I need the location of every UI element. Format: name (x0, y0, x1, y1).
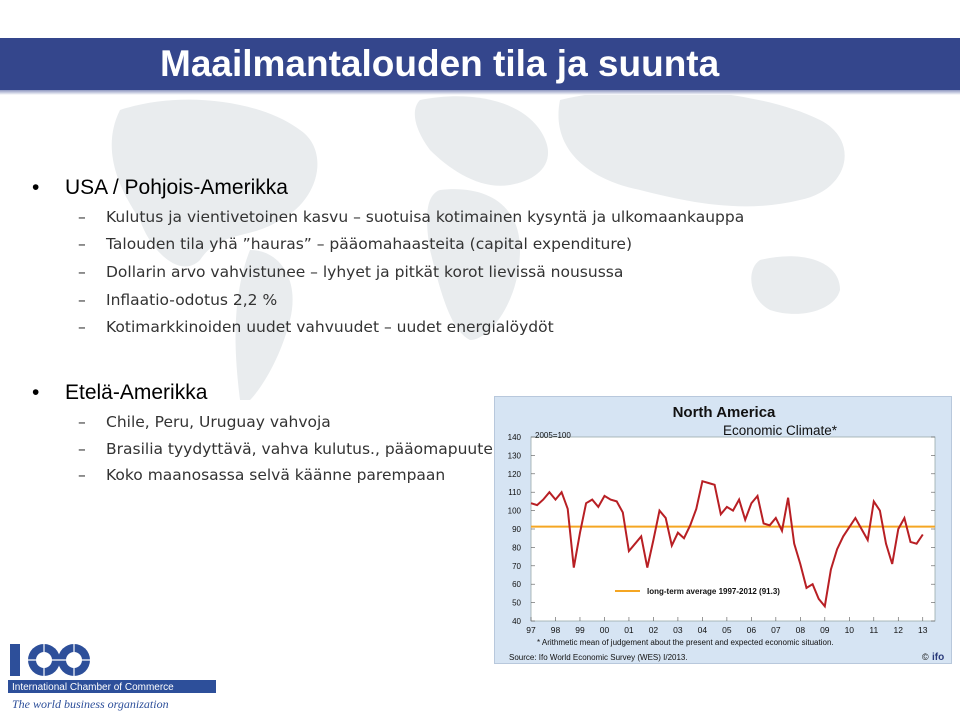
x-tick-label: 06 (746, 625, 757, 635)
chart-subtitle: Economic Climate* (722, 423, 838, 438)
x-tick-label: 98 (550, 625, 561, 635)
chart-title: North America (672, 404, 776, 421)
y-tick-label: 70 (512, 561, 521, 571)
x-tick-label: 02 (648, 625, 659, 635)
list-item-text: Dollarin arvo vahvistunee – lyhyet ja pitkät korot lievissä nousussa (106, 263, 624, 281)
icc-logo (8, 638, 218, 716)
y-tick-label: 90 (512, 525, 521, 534)
y-tick-label: 80 (512, 543, 521, 553)
dash-icon: – (78, 440, 86, 458)
icc-tagline: The world business organization (12, 697, 169, 711)
chart-svg (495, 397, 953, 665)
x-tick-label: 99 (575, 625, 585, 635)
x-tick-label: 09 (820, 625, 830, 635)
copyright-icon: © (922, 652, 929, 662)
x-tick-label: 97 (526, 625, 536, 635)
y-tick-label: 120 (507, 469, 521, 479)
dash-icon: – (78, 318, 86, 336)
x-tick-label: 11 (869, 625, 879, 635)
dash-icon: – (78, 291, 86, 309)
list-item-text: Inflaatio-odotus 2,2 % (106, 291, 278, 309)
legend-label: long-term average 1997-2012 (91.3) (647, 587, 780, 596)
dash-icon: – (78, 235, 86, 253)
ifo-logo: ifo (932, 652, 945, 663)
x-tick-label: 00 (599, 625, 610, 635)
x-tick-label: 12 (893, 625, 904, 635)
section-heading-text: Etelä-Amerikka (65, 381, 208, 404)
x-tick-label: 10 (844, 625, 855, 635)
chart-base-note: 2005=100 (535, 431, 571, 440)
dash-icon: – (78, 413, 86, 431)
x-tick-label: 08 (795, 625, 806, 635)
x-tick-label: 04 (697, 625, 708, 635)
x-tick-label: 07 (771, 625, 781, 635)
list-item-text: Brasilia tyydyttävä, vahva kulutus., pääomapuute (106, 440, 493, 458)
x-tick-label: 13 (918, 625, 928, 635)
y-tick-label: 130 (507, 451, 521, 461)
list-item-text: Koko maanosassa selvä käänne parempaan (106, 466, 446, 484)
x-tick-label: 05 (722, 625, 732, 635)
list-item-text: Kotimarkkinoiden uudet vahvuudet – uudet energialöydöt (106, 318, 554, 336)
y-tick-label: 100 (507, 506, 521, 516)
y-tick-label: 50 (512, 598, 521, 608)
chart-source: Source: Ifo World Economic Survey (WES) I/2013. (509, 653, 688, 662)
icc-logo-graphic (10, 644, 90, 676)
y-tick-label: 40 (512, 617, 521, 626)
bullet-icon: • (32, 176, 40, 199)
x-tick-label: 01 (624, 625, 634, 635)
list-item-text: Kulutus ja vientivetoinen kasvu – suotuisa kotimainen kysyntä ja ulkomaankauppa (106, 208, 745, 226)
y-tick-label: 110 (508, 488, 521, 498)
chart-footnote: * Arithmetic mean of judgement about the present and expected economic situation. (537, 638, 834, 647)
slide-title: Maailmantalouden tila ja suunta (160, 43, 720, 84)
y-tick-label: 140 (507, 433, 521, 442)
list-item-text: Chile, Peru, Uruguay vahvoja (106, 413, 331, 431)
x-tick-label: 03 (673, 625, 683, 635)
y-tick-label: 60 (512, 580, 521, 590)
dash-icon: – (78, 208, 86, 226)
icc-name: International Chamber of Commerce (12, 682, 174, 693)
bullet-icon: • (32, 381, 40, 404)
section-heading-text: USA / Pohjois-Amerikka (65, 176, 288, 199)
economic-climate-chart (494, 396, 952, 664)
list-item-text: Talouden tila yhä ”hauras” – pääomahaasteita (capital expenditure) (106, 235, 632, 253)
dash-icon: – (78, 466, 86, 484)
dash-icon: – (78, 263, 86, 281)
